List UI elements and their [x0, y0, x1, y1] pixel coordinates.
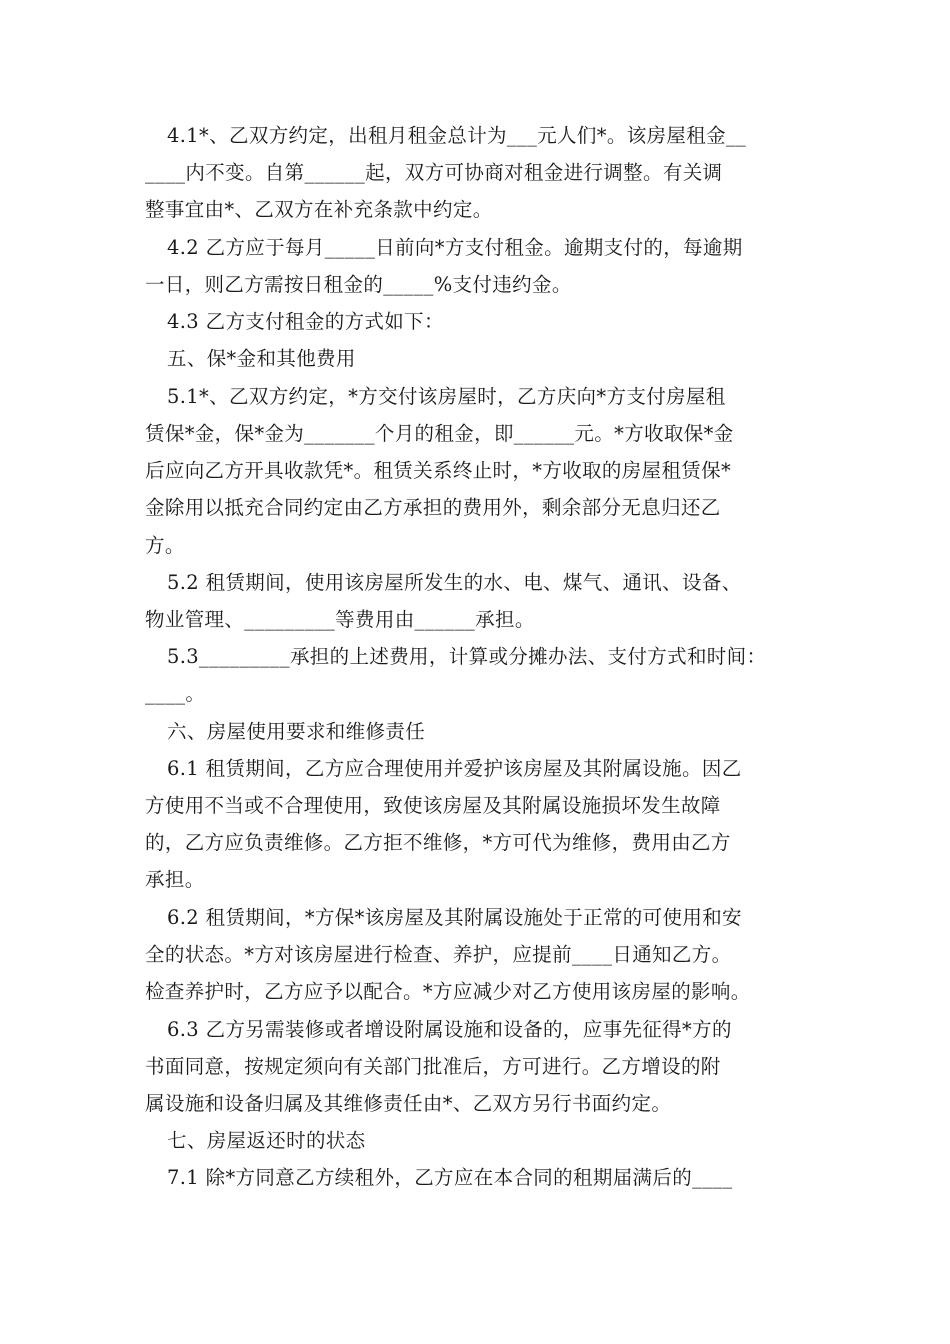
line-4-3: 4.3 乙方支付租金的方式如下：	[167, 310, 444, 333]
line-4-1a: 4.1*、乙双方约定，出租月租金总计为___元人们*。该房屋租金__	[167, 124, 747, 147]
line-5-2a: 5.2 租赁期间，使用该房屋所发生的水、电、煤气、通讯、设备、	[167, 571, 742, 594]
line-5-1d: 金除用以抵充合同约定由乙方承担的费用外，剩余部分无息归还乙	[145, 496, 721, 519]
line-6-2b: 全的状态。*方对该房屋进行检查、养护，应提前____日通知乙方。	[145, 943, 732, 966]
line-6-2c: 检查养护时，乙方应予以配合。*方应减少对乙方使用该房屋的影响。	[145, 980, 751, 1003]
heading-section-6: 六、房屋使用要求和维修责任	[167, 720, 426, 743]
line-6-2a: 6.2 租赁期间，*方保*该房屋及其附属设施处于正常的可使用和安	[167, 906, 742, 929]
line-5-2b: 物业管理、_________等费用由______承担。	[145, 608, 535, 631]
line-4-2a: 4.2 乙方应于每月_____日前向*方支付租金。逾期支付的，每逾期	[167, 236, 743, 259]
heading-section-7: 七、房屋返还时的状态	[167, 1129, 366, 1152]
line-5-3b: ____。	[145, 682, 206, 705]
line-6-3b: 书面同意，按规定须向有关部门批准后，方可进行。乙方增设的附	[145, 1055, 721, 1078]
heading-section-5: 五、保*金和其他费用	[167, 347, 356, 370]
line-6-1c: 的，乙方应负责维修。乙方拒不维修，*方可代为维修，费用由乙方	[145, 831, 731, 854]
line-5-3a: 5.3_________承担的上述费用，计算或分摊办法、支付方式和时间：	[167, 645, 767, 668]
line-6-1a: 6.1 租赁期间，乙方应合理使用并爱护该房屋及其附属设施。因乙	[167, 757, 742, 780]
line-5-1c: 后应向乙方开具收款凭*。租赁关系终止时，*方收取的房屋租赁保*	[145, 459, 732, 482]
line-6-1d: 承担。	[145, 868, 205, 891]
line-5-1b: 赁保*金，保*金为_______个月的租金，即______元。*方收取保*金	[145, 422, 734, 445]
line-4-2b: 一日，则乙方需按日租金的_____%支付违约金。	[145, 273, 572, 296]
line-6-1b: 方使用不当或不合理使用，致使该房屋及其附属设施损坏发生故障	[145, 794, 721, 817]
line-4-1b: ____内不变。自第______起，双方可协商对租金进行调整。有关调	[145, 161, 723, 184]
line-5-1a: 5.1*、乙双方约定，*方交付该房屋时，乙方庆向*方支付房屋租	[167, 385, 726, 408]
line-4-1c: 整事宜由*、乙双方在补充条款中约定。	[145, 198, 493, 221]
line-6-3a: 6.3 乙方另需装修或者增设附属设施和设备的，应事先征得*方的	[167, 1018, 732, 1041]
line-7-1a: 7.1 除*方同意乙方续租外，乙方应在本合同的租期届满后的____	[167, 1166, 733, 1189]
line-5-1e: 方。	[145, 534, 185, 557]
line-6-3c: 属设施和设备归属及其维修责任由*、乙双方另行书面约定。	[145, 1092, 672, 1115]
